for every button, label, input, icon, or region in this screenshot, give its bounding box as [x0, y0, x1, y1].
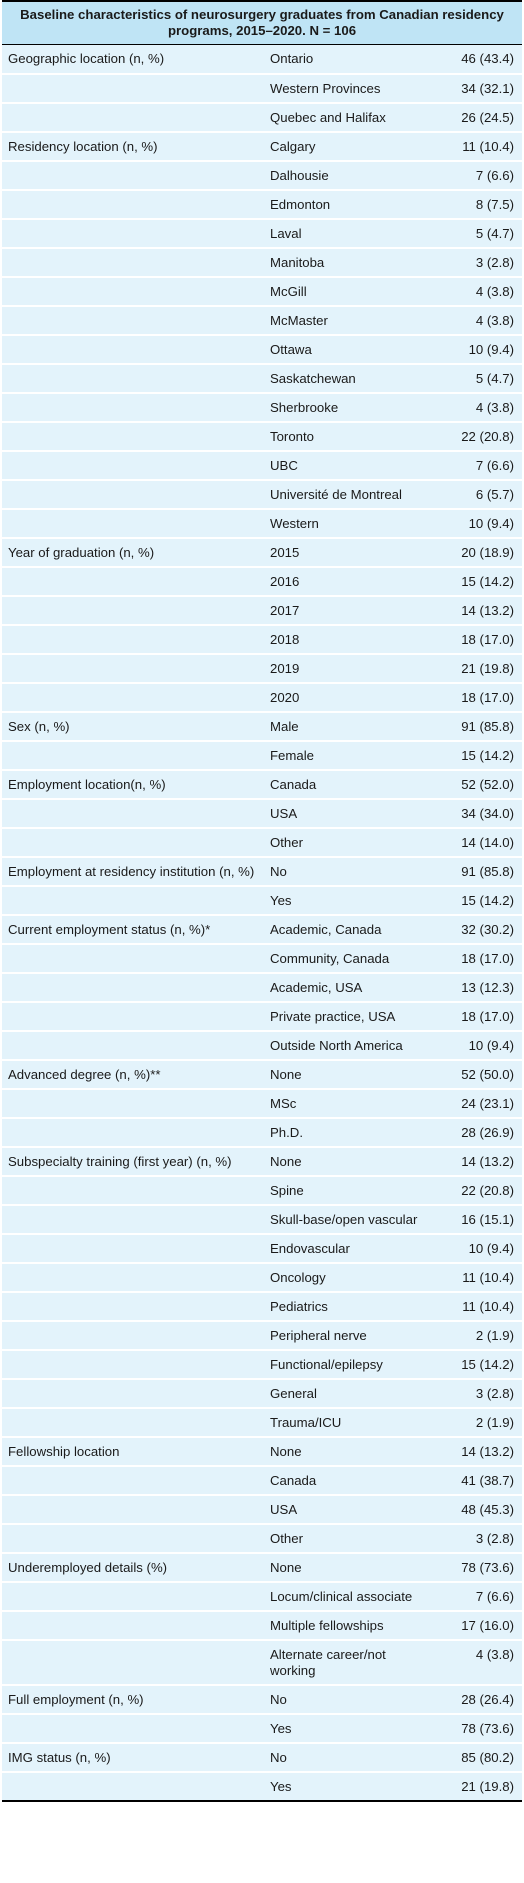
table-row — [2, 1714, 522, 1743]
row-category — [2, 1379, 264, 1408]
row-category — [2, 1002, 264, 1031]
table-row — [2, 1524, 522, 1553]
row-value: 13 (12.3) — [432, 973, 522, 1002]
table-row — [2, 886, 522, 915]
table-row — [2, 1640, 522, 1685]
table-container — [2, 0, 522, 1802]
row-value: 34 (34.0) — [432, 799, 522, 828]
table-title-text: Baseline characteristics of neurosurgery graduates from Canadian residency programs, 2015–2020. — [20, 7, 504, 38]
table-row — [2, 248, 522, 277]
row-category: Employment at residency institution (n, %) — [2, 857, 264, 886]
row-value: 46 (43.4) — [432, 45, 522, 74]
row-subgroup: Dalhousie — [264, 161, 432, 190]
row-category: Current employment status (n, %)* — [2, 915, 264, 944]
table-row — [2, 944, 522, 973]
row-subgroup: 2018 — [264, 625, 432, 654]
table-row — [2, 1147, 522, 1176]
row-category — [2, 654, 264, 683]
table-row — [2, 654, 522, 683]
table-row — [2, 1031, 522, 1060]
row-subgroup: Spine — [264, 1176, 432, 1205]
table-row — [2, 1772, 522, 1801]
row-category: Advanced degree (n, %)** — [2, 1060, 264, 1089]
row-category — [2, 1234, 264, 1263]
table-row — [2, 1234, 522, 1263]
table-row — [2, 1321, 522, 1350]
table-row — [2, 422, 522, 451]
row-subgroup: None — [264, 1437, 432, 1466]
row-category: Subspecialty training (first year) (n, %) — [2, 1147, 264, 1176]
table-row — [2, 1002, 522, 1031]
row-category — [2, 1495, 264, 1524]
row-value: 16 (15.1) — [432, 1205, 522, 1234]
table-row — [2, 1060, 522, 1089]
table-body — [2, 45, 522, 1801]
table-row — [2, 451, 522, 480]
row-category — [2, 1118, 264, 1147]
row-value: 21 (19.8) — [432, 1772, 522, 1801]
table-row — [2, 74, 522, 103]
row-category — [2, 451, 264, 480]
row-category — [2, 306, 264, 335]
row-value: 4 (3.8) — [432, 277, 522, 306]
row-category — [2, 1205, 264, 1234]
row-category — [2, 248, 264, 277]
row-subgroup: Edmonton — [264, 190, 432, 219]
row-value: 52 (50.0) — [432, 1060, 522, 1089]
row-value: 7 (6.6) — [432, 451, 522, 480]
row-subgroup: Academic, USA — [264, 973, 432, 1002]
row-category — [2, 277, 264, 306]
table-row — [2, 1437, 522, 1466]
row-category — [2, 1611, 264, 1640]
row-subgroup: Saskatchewan — [264, 364, 432, 393]
table-row — [2, 132, 522, 161]
row-subgroup: Private practice, USA — [264, 1002, 432, 1031]
table-row — [2, 1205, 522, 1234]
row-category: Underemployed details (%) — [2, 1553, 264, 1582]
row-subgroup: Calgary — [264, 132, 432, 161]
row-category — [2, 1640, 264, 1685]
table-row — [2, 364, 522, 393]
row-subgroup: None — [264, 1060, 432, 1089]
row-subgroup: Other — [264, 828, 432, 857]
row-value: 18 (17.0) — [432, 683, 522, 712]
row-value: 17 (16.0) — [432, 1611, 522, 1640]
row-subgroup: Functional/epilepsy — [264, 1350, 432, 1379]
row-value: 3 (2.8) — [432, 1379, 522, 1408]
row-subgroup: Canada — [264, 1466, 432, 1495]
row-category — [2, 480, 264, 509]
row-value: 4 (3.8) — [432, 306, 522, 335]
row-category: Year of graduation (n, %) — [2, 538, 264, 567]
table-row — [2, 567, 522, 596]
table-row — [2, 1350, 522, 1379]
row-category — [2, 335, 264, 364]
row-subgroup: None — [264, 1147, 432, 1176]
row-value: 14 (13.2) — [432, 1437, 522, 1466]
row-value: 18 (17.0) — [432, 1002, 522, 1031]
row-subgroup: Outside North America — [264, 1031, 432, 1060]
row-value: 10 (9.4) — [432, 509, 522, 538]
table-row — [2, 799, 522, 828]
row-subgroup: Female — [264, 741, 432, 770]
table-row — [2, 538, 522, 567]
table-row — [2, 1089, 522, 1118]
row-category — [2, 567, 264, 596]
row-category — [2, 1524, 264, 1553]
row-value: 48 (45.3) — [432, 1495, 522, 1524]
row-category — [2, 1408, 264, 1437]
row-value: 2 (1.9) — [432, 1408, 522, 1437]
row-value: 78 (73.6) — [432, 1714, 522, 1743]
row-value: 7 (6.6) — [432, 1582, 522, 1611]
row-value: 15 (14.2) — [432, 741, 522, 770]
row-category — [2, 103, 264, 132]
table-row — [2, 219, 522, 248]
table-row — [2, 277, 522, 306]
row-category — [2, 828, 264, 857]
row-category — [2, 393, 264, 422]
table-row — [2, 1292, 522, 1321]
table-row — [2, 828, 522, 857]
row-category — [2, 683, 264, 712]
table-row — [2, 625, 522, 654]
row-value: 22 (20.8) — [432, 422, 522, 451]
row-category — [2, 596, 264, 625]
row-value: 28 (26.9) — [432, 1118, 522, 1147]
row-value: 3 (2.8) — [432, 1524, 522, 1553]
row-subgroup: Ph.D. — [264, 1118, 432, 1147]
table-row — [2, 393, 522, 422]
row-category — [2, 1176, 264, 1205]
table-title-n: N = 106 — [309, 23, 357, 38]
table-row — [2, 770, 522, 799]
row-subgroup: No — [264, 1743, 432, 1772]
row-subgroup: Laval — [264, 219, 432, 248]
row-category — [2, 1714, 264, 1743]
row-category — [2, 190, 264, 219]
row-value: 28 (26.4) — [432, 1685, 522, 1714]
row-subgroup: MSc — [264, 1089, 432, 1118]
row-value: 34 (32.1) — [432, 74, 522, 103]
row-value: 14 (13.2) — [432, 1147, 522, 1176]
row-value: 41 (38.7) — [432, 1466, 522, 1495]
row-value: 78 (73.6) — [432, 1553, 522, 1582]
row-category — [2, 1466, 264, 1495]
row-subgroup: Other — [264, 1524, 432, 1553]
row-category: Full employment (n, %) — [2, 1685, 264, 1714]
row-category — [2, 509, 264, 538]
row-category — [2, 625, 264, 654]
table-row — [2, 45, 522, 74]
row-value: 32 (30.2) — [432, 915, 522, 944]
row-value: 18 (17.0) — [432, 625, 522, 654]
row-category — [2, 799, 264, 828]
row-category: Sex (n, %) — [2, 712, 264, 741]
row-value: 2 (1.9) — [432, 1321, 522, 1350]
row-value: 21 (19.8) — [432, 654, 522, 683]
row-category — [2, 74, 264, 103]
row-subgroup: UBC — [264, 451, 432, 480]
row-value: 11 (10.4) — [432, 1263, 522, 1292]
row-subgroup: Toronto — [264, 422, 432, 451]
table-row — [2, 161, 522, 190]
row-value: 85 (80.2) — [432, 1743, 522, 1772]
row-value: 24 (23.1) — [432, 1089, 522, 1118]
row-subgroup: USA — [264, 799, 432, 828]
row-category — [2, 944, 264, 973]
row-value: 14 (14.0) — [432, 828, 522, 857]
row-value: 52 (52.0) — [432, 770, 522, 799]
row-category — [2, 161, 264, 190]
row-value: 11 (10.4) — [432, 132, 522, 161]
row-subgroup: Manitoba — [264, 248, 432, 277]
row-category — [2, 1772, 264, 1801]
row-category — [2, 1292, 264, 1321]
row-category: IMG status (n, %) — [2, 1743, 264, 1772]
row-subgroup: Oncology — [264, 1263, 432, 1292]
row-subgroup: No — [264, 1685, 432, 1714]
row-category — [2, 1263, 264, 1292]
row-subgroup: Male — [264, 712, 432, 741]
row-subgroup: Multiple fellowships — [264, 1611, 432, 1640]
table-row — [2, 1611, 522, 1640]
row-subgroup: Canada — [264, 770, 432, 799]
table-row — [2, 712, 522, 741]
row-subgroup: Community, Canada — [264, 944, 432, 973]
row-value: 4 (3.8) — [432, 1640, 522, 1685]
table-row — [2, 1553, 522, 1582]
row-category — [2, 1582, 264, 1611]
row-subgroup: Université de Montreal — [264, 480, 432, 509]
row-category — [2, 886, 264, 915]
table-row — [2, 1685, 522, 1714]
characteristics-table — [2, 0, 522, 1802]
row-subgroup: Ottawa — [264, 335, 432, 364]
row-value: 22 (20.8) — [432, 1176, 522, 1205]
row-subgroup: No — [264, 857, 432, 886]
row-value: 20 (18.9) — [432, 538, 522, 567]
row-subgroup: Yes — [264, 886, 432, 915]
row-category — [2, 1321, 264, 1350]
row-value: 15 (14.2) — [432, 886, 522, 915]
row-value: 8 (7.5) — [432, 190, 522, 219]
table-row — [2, 1379, 522, 1408]
table-row — [2, 857, 522, 886]
table-row — [2, 596, 522, 625]
row-subgroup: 2017 — [264, 596, 432, 625]
row-category — [2, 973, 264, 1002]
row-subgroup: Western — [264, 509, 432, 538]
table-row — [2, 683, 522, 712]
row-category — [2, 1031, 264, 1060]
row-value: 15 (14.2) — [432, 567, 522, 596]
row-value: 6 (5.7) — [432, 480, 522, 509]
row-subgroup: 2019 — [264, 654, 432, 683]
row-value: 5 (4.7) — [432, 364, 522, 393]
table-row — [2, 509, 522, 538]
row-category — [2, 741, 264, 770]
table-row — [2, 741, 522, 770]
table-row — [2, 1466, 522, 1495]
table-row — [2, 190, 522, 219]
row-category: Geographic location (n, %) — [2, 45, 264, 74]
row-subgroup: Academic, Canada — [264, 915, 432, 944]
row-subgroup: Western Provinces — [264, 74, 432, 103]
table-row — [2, 335, 522, 364]
row-value: 14 (13.2) — [432, 596, 522, 625]
row-subgroup: Quebec and Halifax — [264, 103, 432, 132]
row-subgroup: Yes — [264, 1714, 432, 1743]
row-subgroup: Trauma/ICU — [264, 1408, 432, 1437]
row-category — [2, 422, 264, 451]
table-row — [2, 1743, 522, 1772]
row-value: 7 (6.6) — [432, 161, 522, 190]
row-category — [2, 219, 264, 248]
table-row — [2, 103, 522, 132]
row-value: 91 (85.8) — [432, 712, 522, 741]
table-row — [2, 1176, 522, 1205]
row-subgroup: Alternate career/not working — [264, 1640, 432, 1685]
row-subgroup: Yes — [264, 1772, 432, 1801]
row-value: 91 (85.8) — [432, 857, 522, 886]
row-category: Fellowship location — [2, 1437, 264, 1466]
row-subgroup: None — [264, 1553, 432, 1582]
table-row — [2, 1408, 522, 1437]
row-subgroup: 2020 — [264, 683, 432, 712]
row-subgroup: General — [264, 1379, 432, 1408]
row-subgroup: Peripheral nerve — [264, 1321, 432, 1350]
row-value: 10 (9.4) — [432, 1234, 522, 1263]
row-category — [2, 364, 264, 393]
table-row — [2, 480, 522, 509]
row-subgroup: Pediatrics — [264, 1292, 432, 1321]
row-category: Residency location (n, %) — [2, 132, 264, 161]
row-value: 10 (9.4) — [432, 335, 522, 364]
row-subgroup: Locum/clinical associate — [264, 1582, 432, 1611]
row-value: 5 (4.7) — [432, 219, 522, 248]
row-subgroup: Ontario — [264, 45, 432, 74]
row-value: 3 (2.8) — [432, 248, 522, 277]
row-category: Employment location(n, %) — [2, 770, 264, 799]
row-category — [2, 1350, 264, 1379]
row-subgroup: McGill — [264, 277, 432, 306]
table-caption-row — [2, 1, 522, 45]
row-subgroup: 2015 — [264, 538, 432, 567]
row-subgroup: McMaster — [264, 306, 432, 335]
row-category — [2, 1089, 264, 1118]
row-subgroup: Skull-base/open vascular — [264, 1205, 432, 1234]
row-subgroup: USA — [264, 1495, 432, 1524]
row-value: 4 (3.8) — [432, 393, 522, 422]
row-subgroup: Endovascular — [264, 1234, 432, 1263]
row-value: 18 (17.0) — [432, 944, 522, 973]
table-row — [2, 1118, 522, 1147]
table-row — [2, 973, 522, 1002]
table-row — [2, 915, 522, 944]
row-value: 10 (9.4) — [432, 1031, 522, 1060]
row-value: 11 (10.4) — [432, 1292, 522, 1321]
table-row — [2, 1263, 522, 1292]
table-row — [2, 1582, 522, 1611]
row-subgroup: 2016 — [264, 567, 432, 596]
table-row — [2, 306, 522, 335]
table-title — [2, 1, 522, 45]
table-row — [2, 1495, 522, 1524]
row-value: 15 (14.2) — [432, 1350, 522, 1379]
row-value: 26 (24.5) — [432, 103, 522, 132]
row-subgroup: Sherbrooke — [264, 393, 432, 422]
